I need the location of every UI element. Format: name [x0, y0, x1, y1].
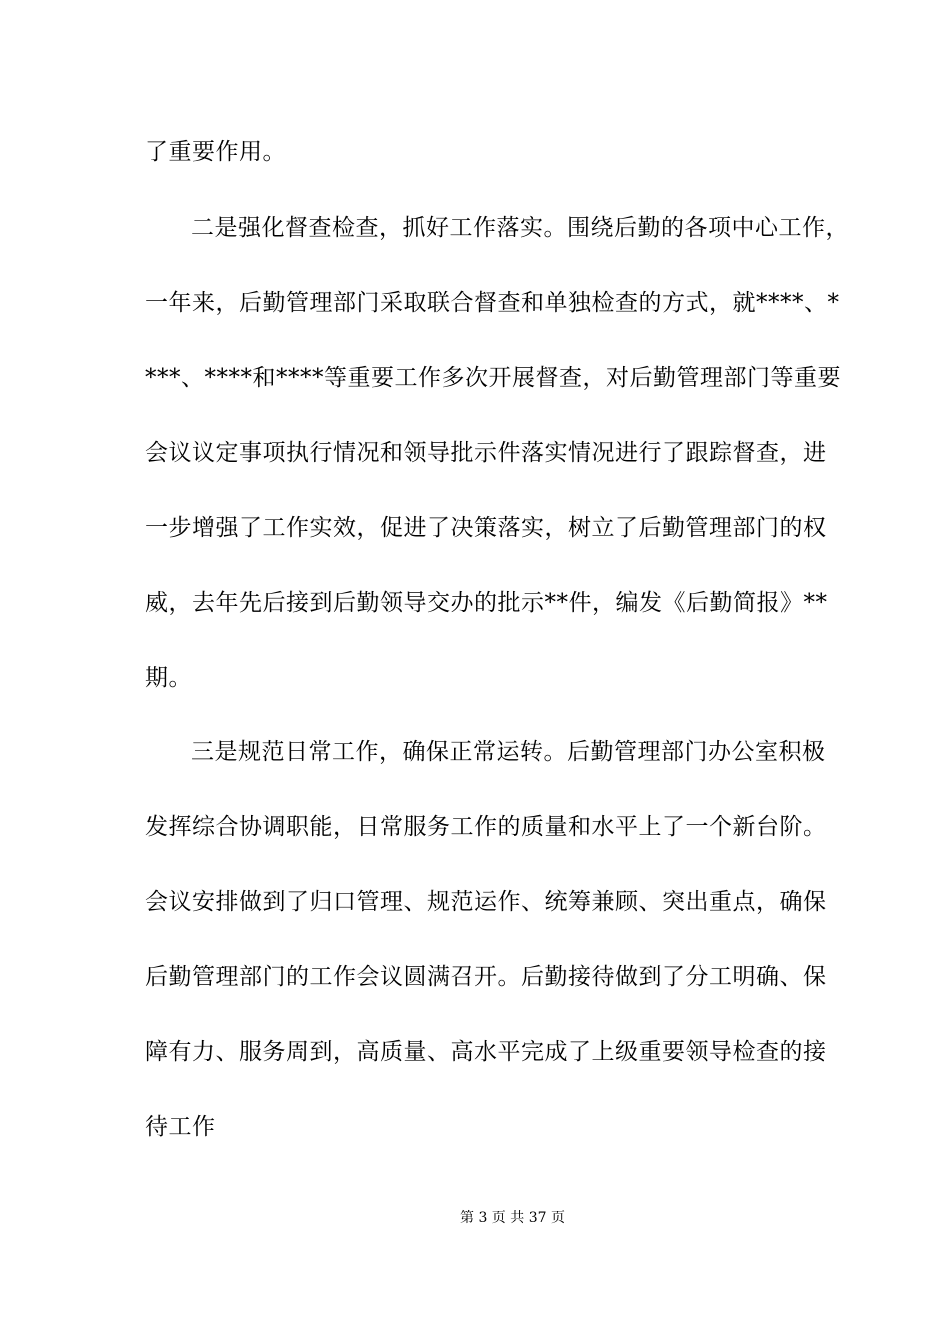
text-line: 会议安排做到了归口管理、规范运作、统筹兼顾、突出重点，确保 — [145, 889, 827, 915]
text-line: ***、****和****等重要工作多次开展督查，对后勤管理部门等重要 — [145, 365, 841, 391]
text-line: 了重要作用。 — [145, 139, 286, 165]
text-line: 期。 — [145, 665, 192, 691]
text-line: 一步增强了工作实效，促进了决策落实，树立了后勤管理部门的权 — [145, 515, 827, 541]
text-line: 会议议定事项执行情况和领导批示件落实情况进行了跟踪督查，进 — [145, 440, 827, 466]
text-line: 后勤管理部门的工作会议圆满召开。后勤接待做到了分工明确、保 — [145, 964, 827, 990]
text-line: 发挥综合协调职能，日常服务工作的质量和水平上了一个新台阶。 — [145, 814, 827, 840]
text-line: 一年来，后勤管理部门采取联合督查和单独检查的方式，就****、* — [145, 290, 840, 316]
text-line: 二是强化督查检查，抓好工作落实。围绕后勤的各项中心工作， — [191, 215, 849, 241]
text-line: 障有力、服务周到，高质量、高水平完成了上级重要领导检查的接 — [145, 1039, 827, 1065]
text-line: 三是规范日常工作，确保正常运转。后勤管理部门办公室积极 — [191, 739, 826, 765]
page-number-footer: 第 3 页 共 37 页 — [460, 1210, 565, 1226]
text-line: 待工作 — [145, 1114, 216, 1140]
text-line: 威，去年先后接到后勤领导交办的批示**件，编发《后勤简报》** — [145, 590, 828, 616]
